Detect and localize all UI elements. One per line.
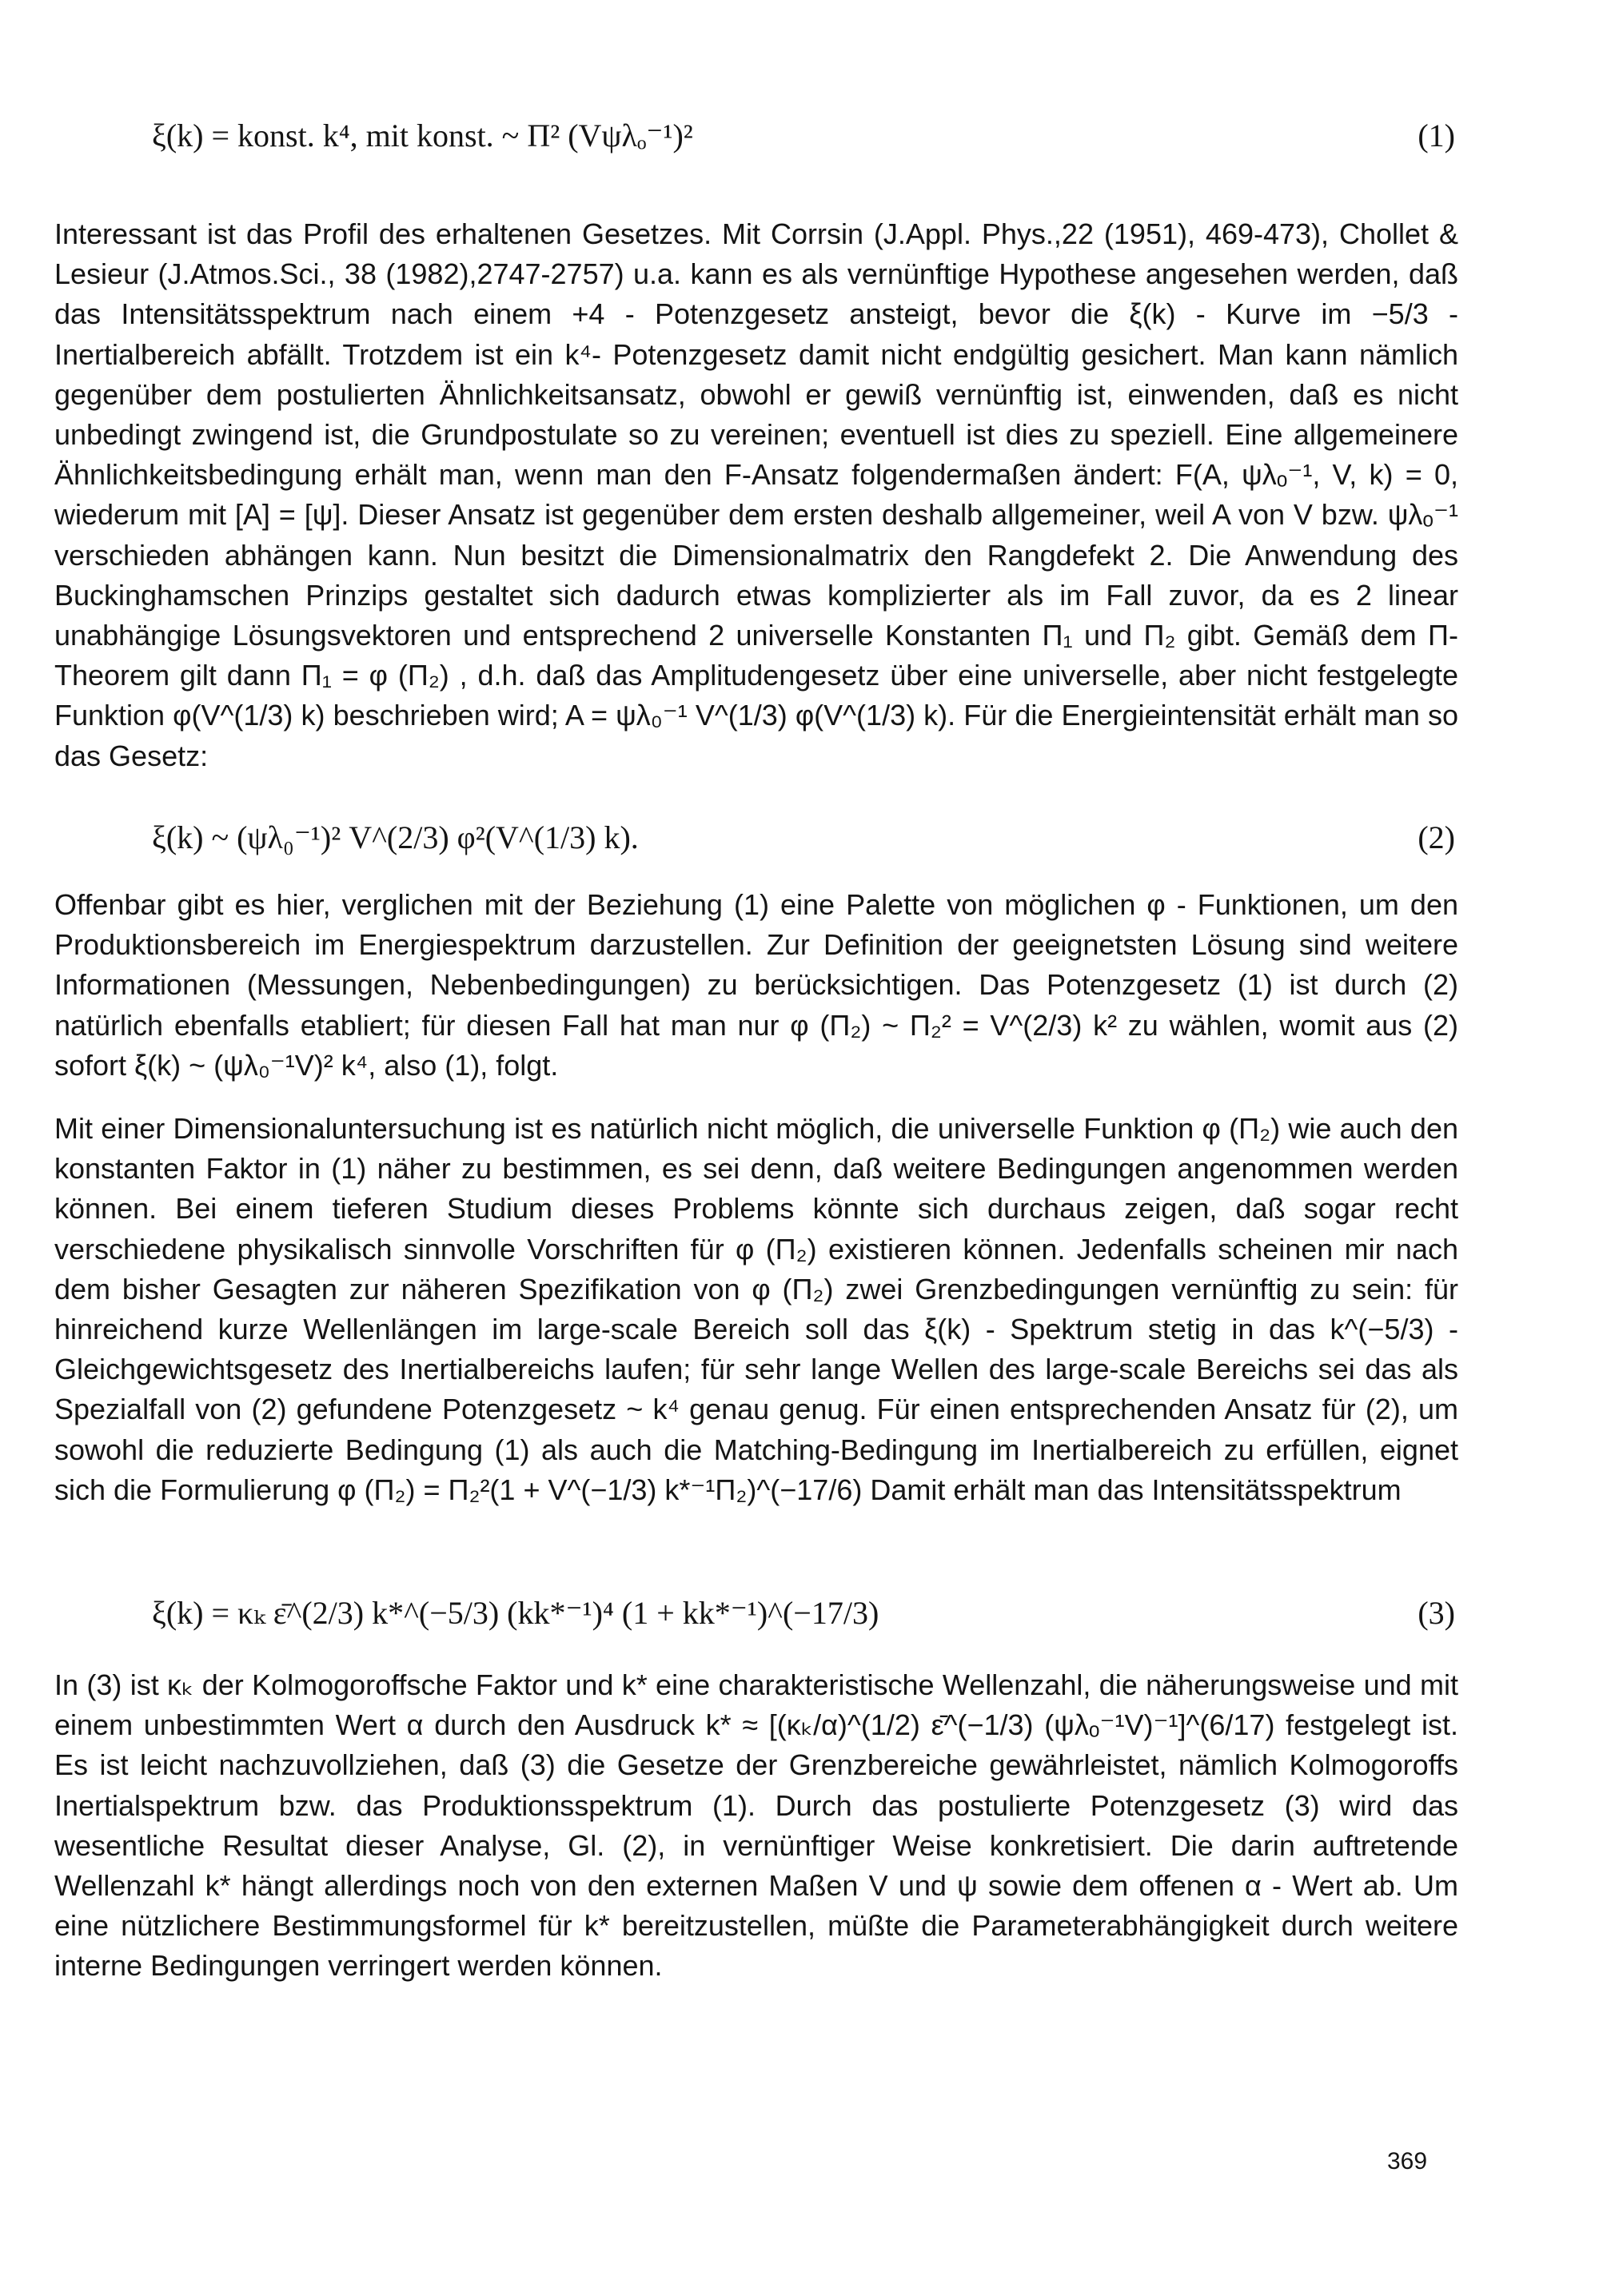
paragraph-1: Interessant ist das Profil des erhaltenen Gesetzes. Mit Corrsin (J.Appl. Phys.,22 (1951), 469-473), Chollet & Lesieur (J.Atmos.Sci., 38 (1982),2747-2757) u.a. kann es als vernünftige Hypothese angesehen werden, daß das Intensitätsspektrum nach einem +4 - Potenzgesetz ansteigt, bevor die ξ(k) - Kurve im −5/3 - Inertialbereich abfällt. Trotzdem ist ein k⁴- Potenzgesetz damit nicht endgültig gesichert. Man kann nämlich gegenüber dem postulierten Ähnlichkeitsansatz, obwohl er gewiß vernünftig ist, einwenden, daß es nicht unbedingt zwingend ist, die Grundpostulate so zu vereinen; eventuell ist dies zu speziell. Eine allgemeinere Ähnlichkeitsbedingung erhält man, wenn man den F-Ansatz folgendermaßen ändert: F(A, ψλₒ⁻¹, V, k) = 0, wiederum mit [A] = [ψ]. Dieser Ansatz ist gegenüber dem ersten deshalb allgemeiner, weil A von V bzw. ψλₒ⁻¹ verschieden abhängen kann. Nun besitzt die Dimensionalmatrix den Rangdefekt 2. Die Anwendung des Buckinghamschen Prinzips gestaltet sich dadurch etwas komplizierter als im Fall zuvor, da es 2 linear unabhängige Lösungsvektoren und entsprechend 2 universelle Konstanten Π₁ und Π₂ gibt. Gemäß dem Π- Theorem gilt dann Π₁ = φ (Π₂) , d.h. daß das Amplitudengesetz über eine universelle, aber nicht festgelegte Funktion φ(V^(1/3) k) beschrieben wird; A = ψλ₀⁻¹ V^(1/3) φ(V^(1/3) k). Für die Energieintensität erhält man so das Gesetz: <box>54 217 1458 772</box>
equation-2-formula: ξ(k) ~ (ψλ₀⁻¹)² V^(2/3) φ²(V^(1/3) k). <box>152 819 639 855</box>
equation-3-formula: ξ(k) = κₖ ε̄^(2/3) k*^(−5/3) (kk*⁻¹)⁴ (1 + kk*⁻¹)^(−17/3) <box>152 1595 879 1631</box>
equation-1-formula: ξ(k) = konst. k⁴, mit konst. ~ Π² (Vψλₒ⁻¹)² <box>152 118 693 153</box>
equation-1-number: (1) <box>1418 118 1455 153</box>
paragraph-2: Offenbar gibt es hier, verglichen mit der Beziehung (1) eine Palette von möglichen φ - Funktionen, um den Produktionsbereich im Energiespektrum darzustellen. Zur Definition der geeignetsten Lösung sind weitere Informationen (Messungen, Nebenbedingungen) zu berücksichtigen. Das Potenzgesetz (1) ist durch (2) natürlich ebenfalls etabliert; für diesen Fall hat man nur φ (Π₂) ~ Π₂² = V^(2/3) k² zu wählen, womit aus (2) sofort ξ(k) ~ (ψλ₀⁻¹V)² k⁴, also (1), folgt. <box>54 888 1458 1082</box>
page-number: 369 <box>1387 2148 1428 2174</box>
equation-3-number: (3) <box>1418 1595 1455 1631</box>
equation-2-number: (2) <box>1418 819 1455 855</box>
paragraph-3: Mit einer Dimensionaluntersuchung ist es natürlich nicht möglich, die universelle Funktion φ (Π₂) wie auch den konstanten Faktor in (1) näher zu bestimmen, es sei denn, daß weitere Bedingungen angenommen werden können. Bei einem tieferen Studium dieses Problems könnte sich durchaus zeigen, daß sogar recht verschiedene physikalisch sinnvolle Vorschriften für φ (Π₂) existieren können. Jedenfalls scheinen mir nach dem bisher Gesagten zur näheren Spezifikation von φ (Π₂) zwei Grenzbedingungen vernünftig zu sein: für hinreichend kurze Wellenlängen im large-scale Bereich soll das ξ(k) - Spektrum stetig in das k^(−5/3) - Gleichgewichtsgesetz des Inertialbereichs laufen; für sehr lange Wellen des large-scale Bereichs sei das als Spezialfall von (2) gefundene Potenzgesetz ~ k⁴ genau genug. Für einen entsprechenden Ansatz für (2), um sowohl die reduzierte Bedingung (1) als auch die Matching-Bedingung im Inertialbereich zu erfüllen, eignet sich die Formulierung φ (Π₂) = Π₂²(1 + V^(−1/3) k*⁻¹Π₂)^(−17/6) Damit erhält man das Intensitätsspektrum <box>54 1112 1458 1506</box>
paragraph-4: In (3) ist κₖ der Kolmogoroffsche Faktor und k* eine charakteristische Wellenzahl, die näherungsweise und mit einem unbestimmten Wert α durch den Ausdruck k* ≈ [(κₖ/α)^(1/2) ε̄^(−1/3) (ψλₒ⁻¹V)⁻¹]^(6/17) festgelegt ist. Es ist leicht nachzuvollziehen, daß (3) die Gesetze der Grenzbereiche gewährleistet, nämlich Kolmogoroffs Inertialspektrum bzw. das Produktionsspektrum (1). Durch das postulierte Potenzgesetz (3) wird das wesentliche Resultat dieser Analyse, Gl. (2), in vernünftiger Weise konkretisiert. Die darin auftretende Wellenzahl k* hängt allerdings noch von den externen Maßen V und ψ sowie dem offenen α - Wert ab. Um eine nützlichere Bestimmungsformel für k* bereitzustellen, müßte die Parameterabhängigkeit durch weitere interne Bedingungen verringert werden können. <box>54 1668 1458 1983</box>
